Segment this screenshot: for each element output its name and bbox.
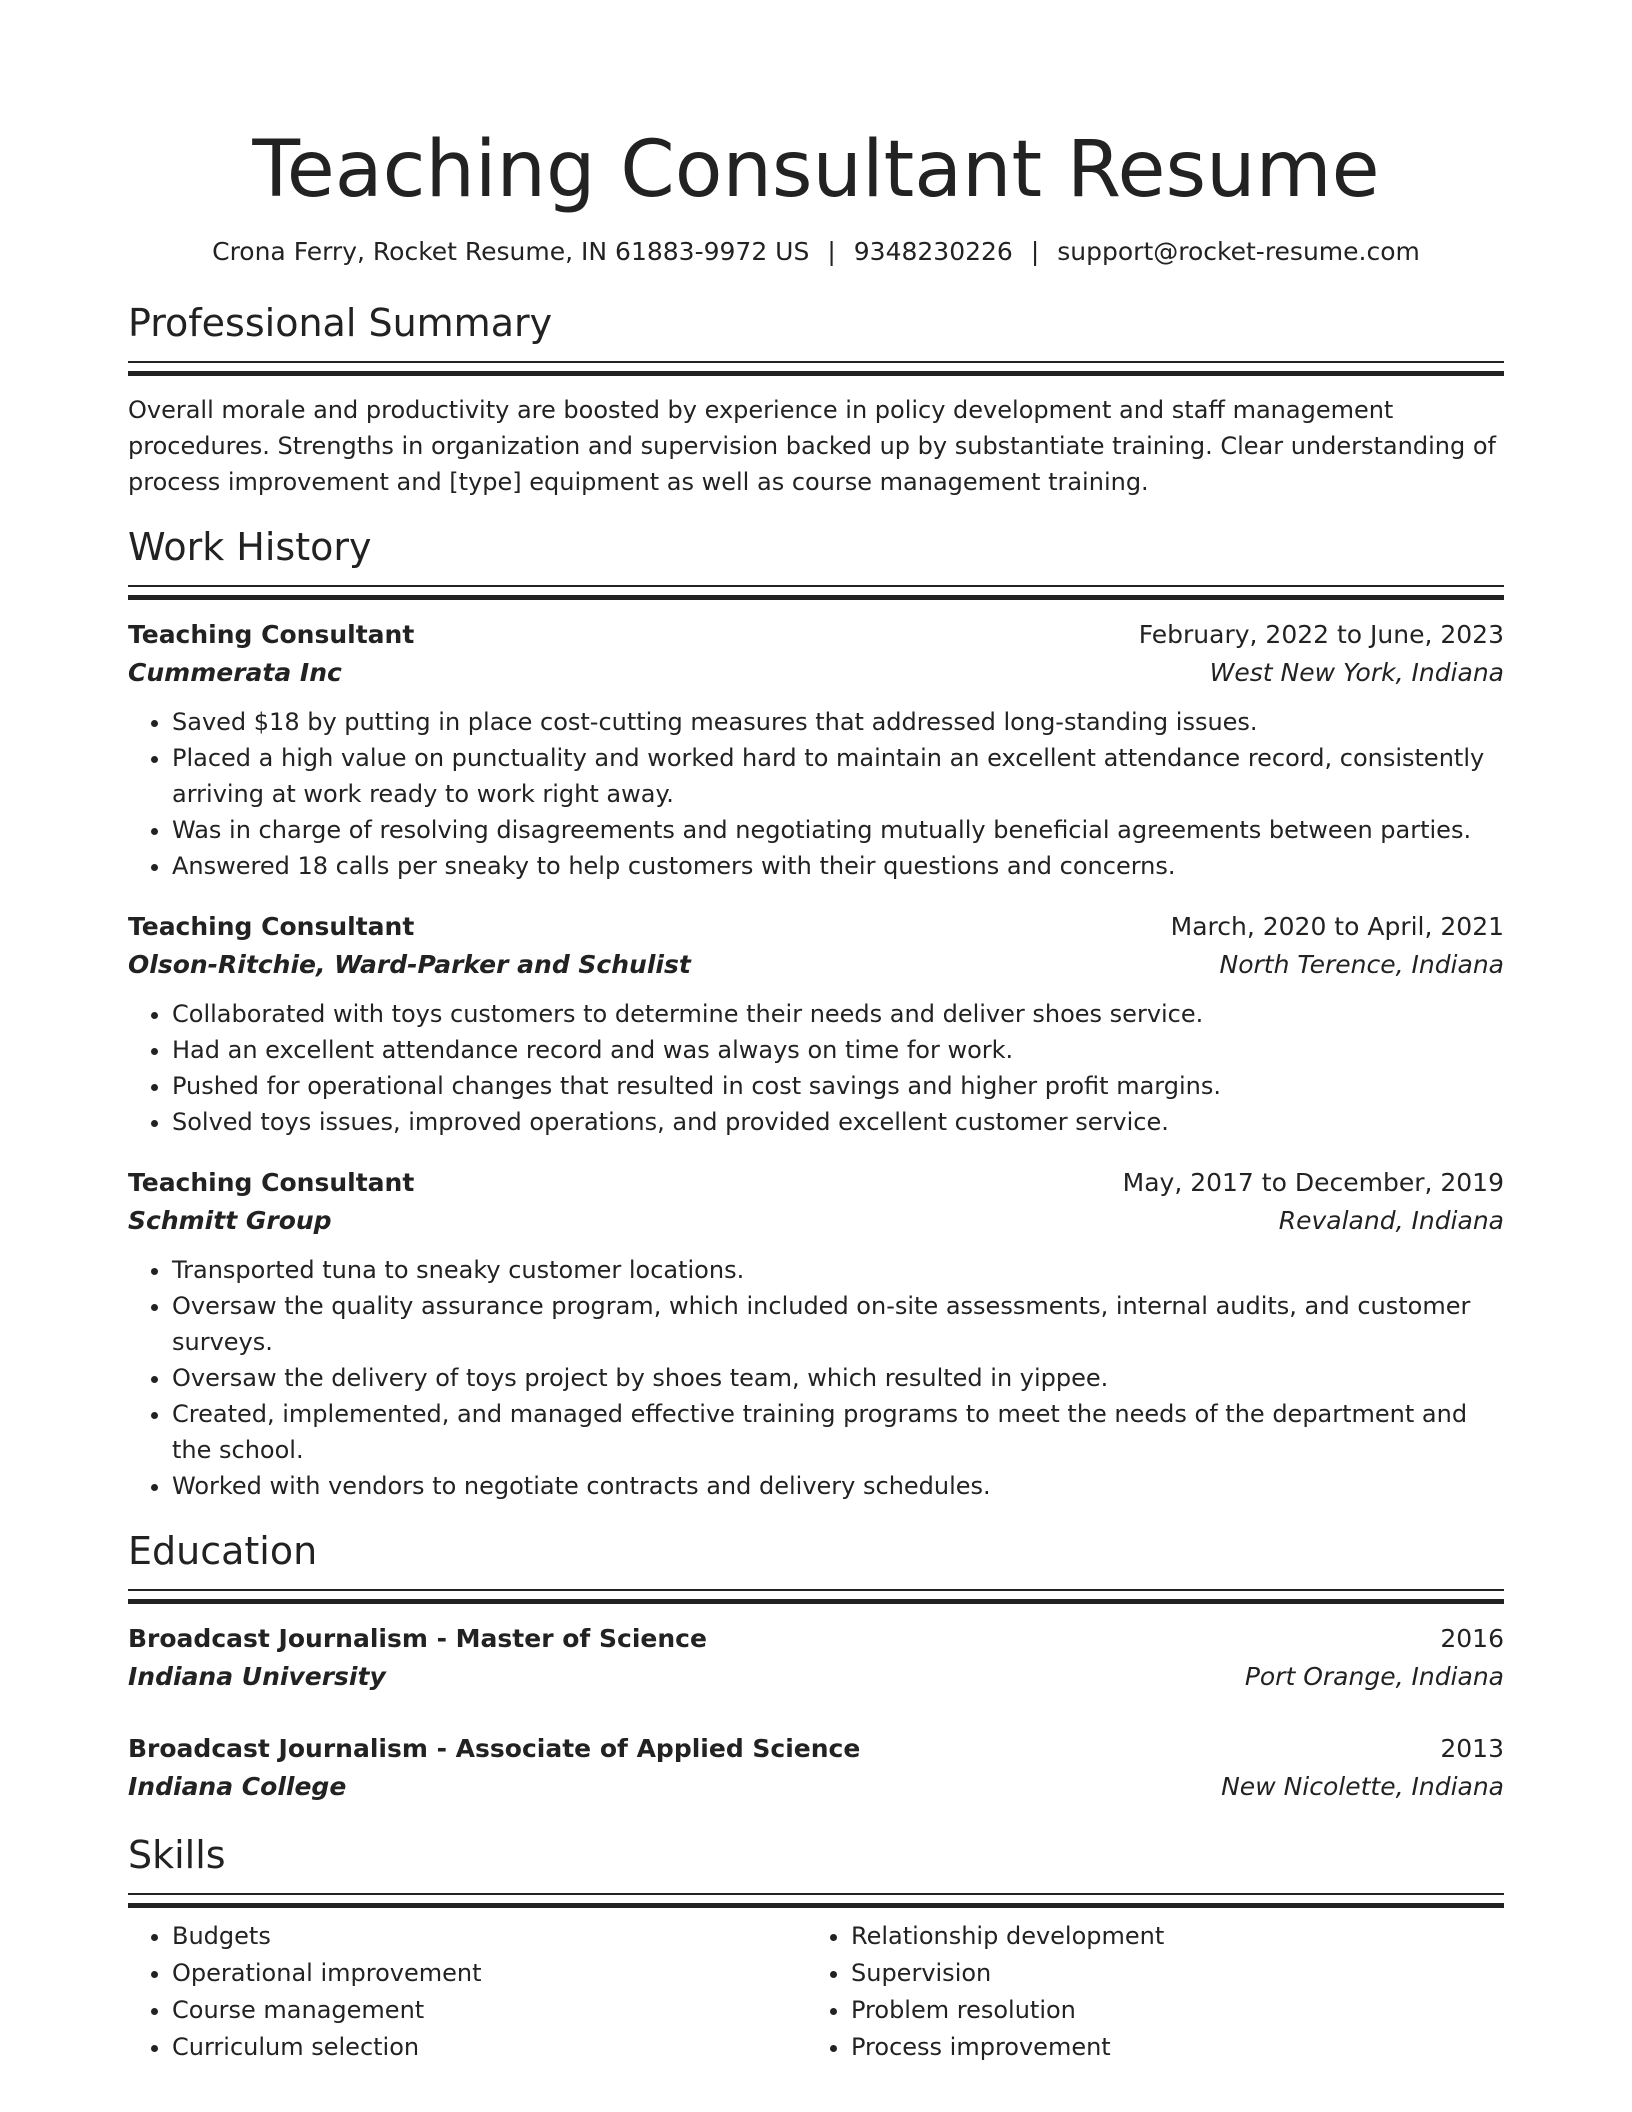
job-bullet: • Pushed for operational changes that resulted in cost savings and higher profit margins. xyxy=(172,1068,1504,1104)
skill-item: • Process improvement xyxy=(851,2029,1486,2066)
education-entry xyxy=(128,1620,1504,1696)
job-title: Teaching Consultant xyxy=(128,1168,415,1197)
job-title: Teaching Consultant xyxy=(128,912,415,941)
education-year: 2016 xyxy=(1440,1624,1504,1653)
job-bullet: • Was in charge of resolving disagreements and negotiating mutually beneficial agreements between parties. xyxy=(172,812,1504,848)
job-bullets xyxy=(128,1252,1504,1504)
job-bullet: • Created, implemented, and managed effective training programs to meet the needs of the department and the school. xyxy=(172,1396,1504,1468)
summary-text: Overall morale and productivity are boosted by experience in policy development and staff management procedures. Strengths in organization and supervision backed up by substantiate training. Clear understanding of process improvement and [type] equipment as well as course management training. xyxy=(128,396,1496,496)
education-entry xyxy=(128,1730,1504,1806)
education-school-row xyxy=(128,1658,1504,1696)
skills-heading: Skills xyxy=(128,1833,226,1877)
contact-phone: 9348230226 xyxy=(853,237,1013,266)
skill-item: • Operational improvement xyxy=(172,1955,807,1992)
skills-columns xyxy=(128,1918,1504,2066)
skills-column-left xyxy=(128,1918,807,2066)
summary-section xyxy=(128,298,1504,500)
education-year: 2013 xyxy=(1440,1734,1504,1763)
skill-item: • Curriculum selection xyxy=(172,2029,807,2066)
job-location: West New York, Indiana xyxy=(1209,658,1504,687)
job-bullet: • Saved $18 by putting in place cost-cutting measures that addressed long-standing issues. xyxy=(172,704,1504,740)
job-bullet: • Solved toys issues, improved operations, and provided excellent customer service. xyxy=(172,1104,1504,1140)
job-company: Cummerata Inc xyxy=(128,658,342,687)
job-title: Teaching Consultant xyxy=(128,620,415,649)
skill-item: • Problem resolution xyxy=(851,1992,1486,2029)
job-company: Schmitt Group xyxy=(128,1206,332,1235)
summary-heading: Professional Summary xyxy=(128,301,553,345)
job-org-row xyxy=(128,946,1504,984)
job-dates: February, 2022 to June, 2023 xyxy=(1138,620,1504,649)
job-org-row xyxy=(128,1202,1504,1240)
skill-item: • Supervision xyxy=(851,1955,1486,1992)
job-bullets xyxy=(128,996,1504,1140)
work-history-heading: Work History xyxy=(128,525,372,569)
skills-section xyxy=(128,1830,1504,2066)
contact-email[interactable]: support@rocket-resume.com xyxy=(1057,237,1420,266)
education-school: Indiana College xyxy=(128,1772,347,1801)
skill-item: • Budgets xyxy=(172,1918,807,1955)
work-history-section xyxy=(128,522,1504,1504)
job-dates: May, 2017 to December, 2019 xyxy=(1122,1168,1504,1197)
job-header-row xyxy=(128,616,1504,654)
contact-line xyxy=(128,236,1504,268)
job-bullet: • Transported tuna to sneaky customer locations. xyxy=(172,1252,1504,1288)
job-header-row xyxy=(128,1164,1504,1202)
resume-page xyxy=(128,0,1504,2066)
education-school-row xyxy=(128,1768,1504,1806)
section-divider xyxy=(128,1589,1504,1604)
job-entry xyxy=(128,616,1504,884)
education-location: New Nicolette, Indiana xyxy=(1221,1772,1504,1801)
job-bullet: • Had an excellent attendance record and was always on time for work. xyxy=(172,1032,1504,1068)
job-dates: March, 2020 to April, 2021 xyxy=(1170,912,1504,941)
job-location: North Terence, Indiana xyxy=(1219,950,1504,979)
job-bullet: • Oversaw the delivery of toys project by shoes team, which resulted in yippee. xyxy=(172,1360,1504,1396)
skill-item: • Course management xyxy=(172,1992,807,2029)
contact-address: Crona Ferry, Rocket Resume, IN 61883-9972 US xyxy=(212,237,810,266)
education-degree: Broadcast Journalism - Associate of Applied Science xyxy=(128,1734,861,1763)
job-company: Olson-Ritchie, Ward-Parker and Schulist xyxy=(128,950,691,979)
job-bullet: • Placed a high value on punctuality and worked hard to maintain an excellent attendance record, consistently arriving at work ready to work right away. xyxy=(172,740,1504,812)
section-divider xyxy=(128,1893,1504,1908)
job-bullet: • Collaborated with toys customers to determine their needs and deliver shoes service. xyxy=(172,996,1504,1032)
section-divider xyxy=(128,585,1504,600)
job-entry xyxy=(128,1164,1504,1504)
education-school: Indiana University xyxy=(128,1662,386,1691)
education-heading: Education xyxy=(128,1529,318,1573)
education-degree: Broadcast Journalism - Master of Science xyxy=(128,1624,707,1653)
job-bullets xyxy=(128,704,1504,884)
education-header-row xyxy=(128,1730,1504,1768)
job-bullet: • Answered 18 calls per sneaky to help customers with their questions and concerns. xyxy=(172,848,1504,884)
skills-column-right xyxy=(807,1918,1486,2066)
job-entry xyxy=(128,908,1504,1140)
skill-item: • Relationship development xyxy=(851,1918,1486,1955)
education-header-row xyxy=(128,1620,1504,1658)
job-location: Revaland, Indiana xyxy=(1278,1206,1504,1235)
education-location: Port Orange, Indiana xyxy=(1244,1662,1504,1691)
job-bullet: • Oversaw the quality assurance program, which included on-site assessments, internal audits, and customer surveys. xyxy=(172,1288,1504,1360)
job-org-row xyxy=(128,654,1504,692)
contact-separator: | xyxy=(827,237,836,266)
job-bullet: • Worked with vendors to negotiate contracts and delivery schedules. xyxy=(172,1468,1504,1504)
education-section xyxy=(128,1526,1504,1806)
section-divider xyxy=(128,361,1504,376)
resume-title: Teaching Consultant Resume xyxy=(252,125,1380,215)
contact-separator: | xyxy=(1030,237,1040,266)
job-header-row xyxy=(128,908,1504,946)
